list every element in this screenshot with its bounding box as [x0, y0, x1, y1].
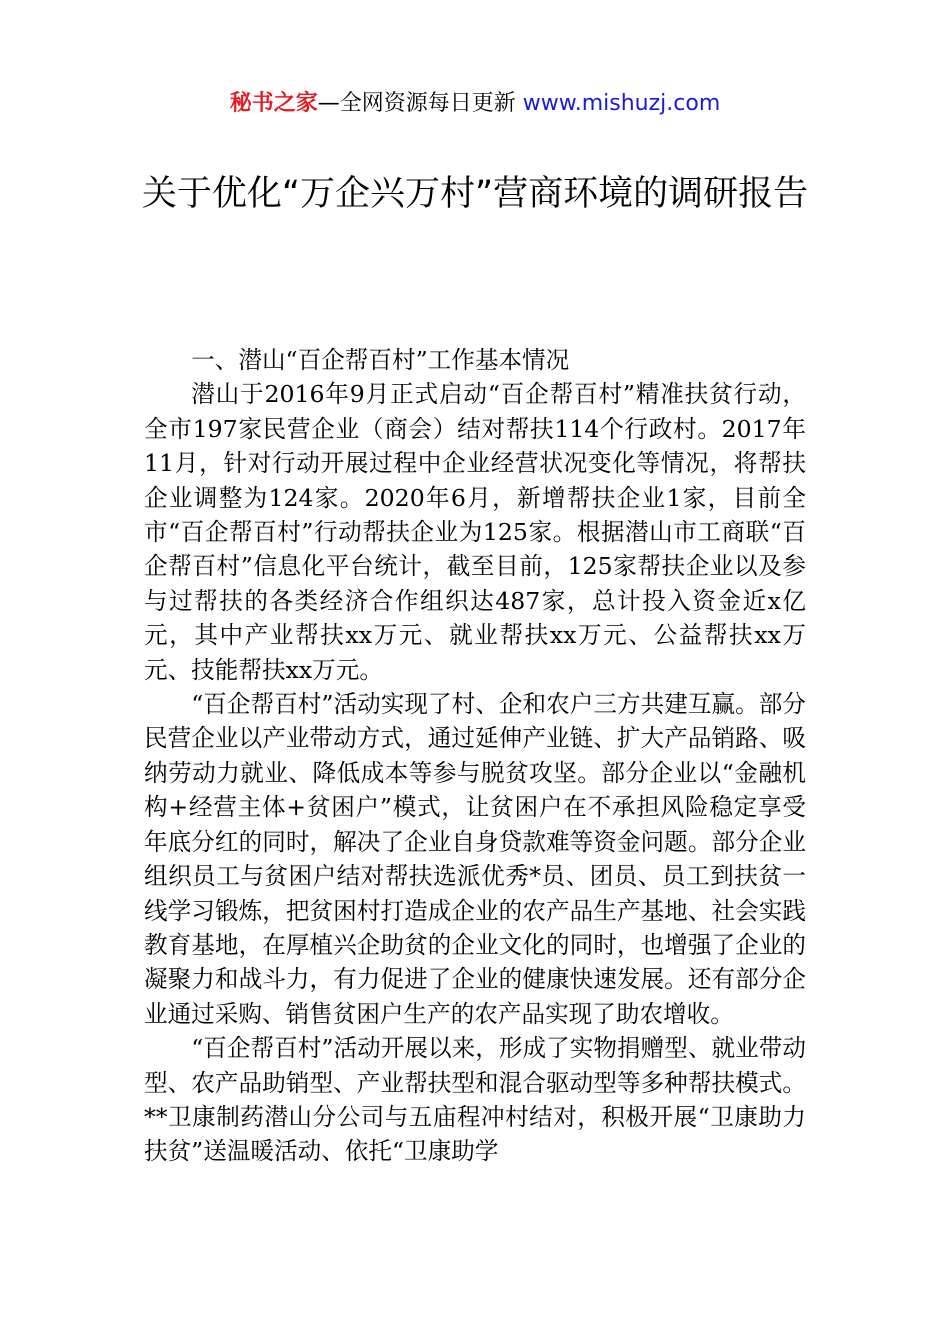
body-paragraph: “百企帮百村”活动实现了村、企和农户三方共建互赢。部分民营企业以产业带动方式，通过延伸产业链、扩大产品销路、吸纳劳动力就业、降低成本等参与脱贫攻坚。部分企业以“金融机构+经营主体+贫困户”模式，让贫困户在不承担风险稳定享受年底分红的同时，解决了企业自身贷款难等资金问题。部分企业组织员工与贫困户结对帮扶选派优秀*员、团员、员工到扶贫一线学习锻炼，把贫困村打造成企业的农产品生产基地、社会实践教育基地，在厚植兴企助贫的企业文化的同时，也增强了企业的凝聚力和战斗力，有力促进了企业的健康快速发展。还有部分企业通过采购、销售贫困户生产的农产品实现了助农增收。	[144, 690, 806, 1028]
body-paragraph: 潜山于2016年9月正式启动“百企帮百村”精准扶贫行动，全市197家民营企业（商会）结对帮扶114个行政村。2017年11月，针对行动开展过程中企业经营状况变化等情况，将帮扶企业调整为124家。2020年6月，新增帮扶企业1家，目前全市“百企帮百村”行动帮扶企业为125家。根据潜山市工商联“百企帮百村”信息化平台统计，截至目前，125家帮扶企业以及参与过帮扶的各类经济合作组织达487家，总计投入资金近x亿元，其中产业帮扶xx万元、就业帮扶xx万元、公益帮扶xx万元、技能帮扶xx万元。	[144, 380, 806, 684]
site-tagline: —全网资源每日更新	[317, 91, 523, 116]
site-header	[0, 88, 950, 120]
document-body	[144, 343, 806, 1169]
site-url-link[interactable]: www.mishuzj.com	[522, 91, 721, 116]
site-brand: 秘书之家	[229, 91, 318, 116]
document-title: 关于优化“万企兴万村”营商环境的调研报告	[141, 174, 809, 214]
section-heading: 一、潜山“百企帮百村”工作基本情况	[191, 346, 570, 374]
body-paragraph: “百企帮百村”活动开展以来，形成了实物捐赠型、就业带动型、农产品助销型、产业帮扶型和混合驱动型等多种帮扶模式。**卫康制药潜山分公司与五庙程冲村结对，积极开展“卫康助力扶贫”送温暖活动、依托“卫康助学	[144, 1034, 806, 1166]
